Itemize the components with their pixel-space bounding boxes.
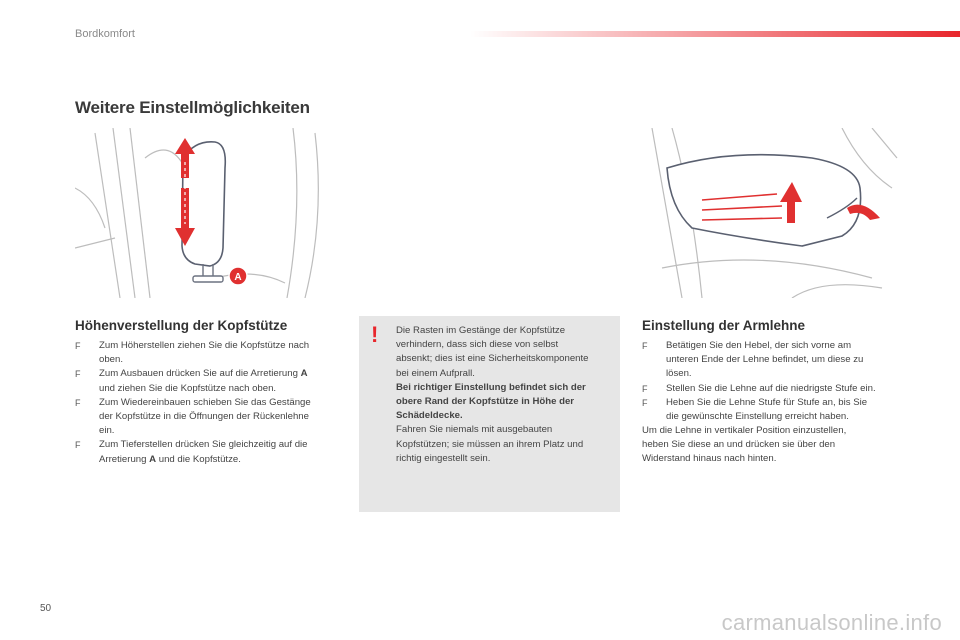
page-number: 50	[40, 603, 52, 614]
bullet-icon: F	[75, 369, 81, 380]
list-item: F Heben Sie die Lehne Stufe für Stufe an, bis Sie die gewünschte Einstellung erreicht haben.	[642, 396, 868, 423]
headrest-instructions	[75, 339, 347, 467]
page-title: Weitere Einstellmöglichkeiten	[75, 98, 310, 117]
warning-icon: !	[371, 322, 379, 347]
bullet-icon: F	[75, 341, 81, 351]
armrest-instructions	[642, 339, 912, 424]
header-accent-bar	[470, 31, 960, 37]
list-item: F Zum Höherstellen ziehen Sie die Kopfstütze nach oben.	[75, 340, 310, 366]
watermark: carmanualsonline.info	[721, 610, 942, 635]
header-label: Bordkomfort	[75, 28, 135, 40]
armrest-illustration	[642, 128, 902, 298]
bullet-icon: F	[75, 440, 81, 451]
bullet-icon: F	[642, 397, 648, 408]
bullet-icon: F	[75, 397, 81, 408]
warning-box	[359, 316, 620, 512]
headrest-section-title: Höhenverstellung der Kopfstütze	[75, 318, 288, 333]
bullet-icon: F	[642, 383, 648, 394]
bullet-icon: F	[642, 341, 648, 351]
lock-marker-label: A	[234, 272, 242, 283]
list-item: F Zum Tieferstellen drücken Sie gleichzeitig auf die Arretierung A und die Kopfstütze.	[75, 439, 308, 465]
headrest-illustration	[75, 128, 335, 298]
armrest-paragraph: Um die Lehne in vertikaler Position einzustellen, heben Sie diese an und drücken sie über den Widerstand hinaus nach hinten.	[642, 425, 847, 465]
list-item: F Stellen Sie die Lehne auf die niedrigste Stufe ein.	[642, 382, 912, 396]
list-item: F Zum Wiedereinbauen schieben Sie das Gestänge der Kopfstütze in die Öffnungen der Rückenlehne ein.	[75, 396, 311, 437]
list-item: F Zum Ausbauen drücken Sie auf die Arretierung A und ziehen Sie die Kopfstütze nach oben.	[75, 368, 308, 394]
list-item: F Betätigen Sie den Hebel, der sich vorne am unteren Ende der Lehne befindet, um diese zu lösen.	[642, 340, 864, 380]
armrest-section-title: Einstellung der Armlehne	[642, 318, 806, 333]
warning-text: Die Rasten im Gestänge der Kopfstütze verhindern, dass sich diese von selbst absenkt; dies ist eine Sicherheitskomponente bei einem Aufprall. Bei richtiger Einstellung befindet sich der obere Rand der Kopfstütze in Höhe der Schädeldecke. Fahren Sie niemals mit ausgebauten Kopfstützen; sie müssen an ihrem Platz und richtig eingestellt sein.	[396, 325, 589, 464]
